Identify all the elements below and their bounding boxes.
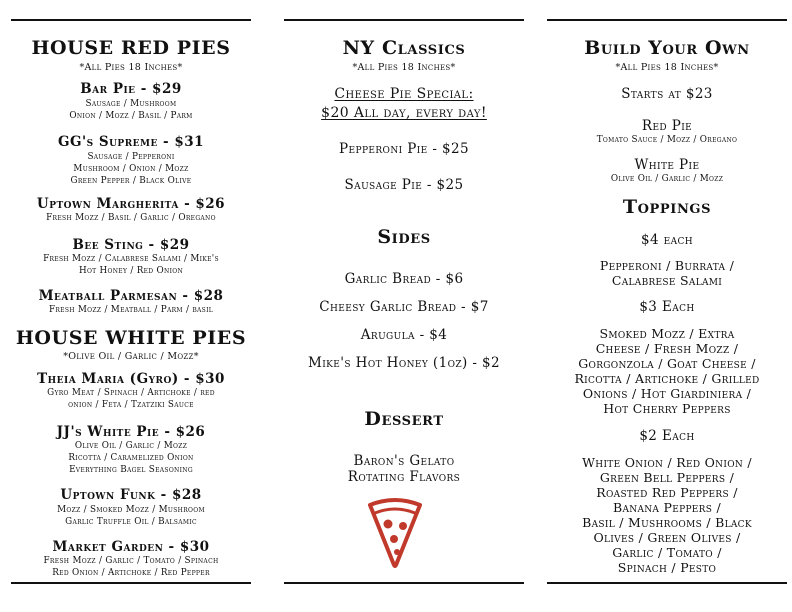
tier2-line: Green Bell Peppers / (599, 470, 735, 485)
menu-item-desc: Olive Oil / Garlic / Mozz (74, 441, 188, 451)
build-your-own-column (547, 0, 787, 612)
menu-item-name: Market Garden - $30 (52, 539, 210, 555)
side-item: Garlic Bread - $6 (344, 271, 464, 287)
top-rule (284, 19, 524, 21)
tier3-line: Ricotta / Artichoke / Grilled (574, 371, 760, 386)
bottom-rule (11, 582, 251, 584)
tier2-line: Garlic / Tomato / (612, 545, 722, 560)
menu-item-desc: Red Onion / Artichoke / Red Pepper (52, 568, 210, 578)
tier4-line: Pepperoni / Burrata / (599, 258, 735, 273)
menu-item-name: GG's Supreme - $31 (57, 134, 205, 150)
menu-item-desc: Sausage / Pepperoni (87, 152, 175, 162)
dessert-line: Rotating Flavors (347, 469, 461, 485)
dessert-title: Dessert (364, 408, 444, 430)
menu-item-desc: Green Pepper / Black Olive (70, 176, 192, 186)
house-white-title: HOUSE WHITE PIES (15, 327, 247, 349)
tier3-line: Gorgonzola / Goat Cheese / (578, 356, 756, 371)
ny-classics-title: NY Classics (342, 37, 466, 59)
classics-column (284, 0, 524, 612)
menu-item-name: Meatball Parmesan - $28 (38, 288, 224, 304)
menu-item-desc: Everything Bagel Seasoning (69, 465, 193, 475)
cheese-special-line2: $20 All day, every day! (321, 105, 487, 121)
build-title: Build Your Own (584, 37, 750, 59)
build-starts: Starts at $23 (621, 86, 713, 102)
bottom-rule (284, 582, 524, 584)
cheese-special-line1: Cheese Pie Special: (334, 86, 474, 102)
menu-item-desc: Fresh Mozz / Meatball / Parm / basil (48, 305, 214, 315)
toppings-title: Toppings (622, 196, 712, 218)
pizza-slice-icon (366, 497, 424, 569)
tier2-line: Basil / Mushrooms / Black (582, 515, 752, 530)
dessert-line: Baron's Gelato (353, 453, 455, 469)
side-item: Cheesy Garlic Bread - $7 (319, 299, 489, 315)
menu-item-desc: onion / Feta / Tzatziki Sauce (68, 400, 194, 410)
menu-item-desc: Garlic Truffle Oil / Balsamic (65, 517, 197, 527)
tier2-line: Roasted Red Peppers / (596, 485, 738, 500)
menu-item-desc: Mozz / Smoked Mozz / Mushroom (57, 505, 205, 515)
menu-item-name: Uptown Funk - $28 (60, 487, 202, 503)
menu-item-name: Theia Maria (Gyro) - $30 (37, 371, 225, 387)
tier2-line: Banana Peppers / (613, 500, 721, 515)
bottom-rule (547, 582, 787, 584)
side-item: Arugula - $4 (360, 327, 448, 343)
side-item: Mike's Hot Honey (1oz) - $2 (308, 355, 500, 371)
tier2-line: Olives / Green Olives / (593, 530, 741, 545)
top-rule (547, 19, 787, 21)
white-pie-title: White Pie (634, 157, 700, 173)
house-pies-column (11, 0, 251, 612)
tier3-line: Hot Cherry Peppers (603, 401, 731, 416)
tier2-line: Spinach / Pesto (617, 560, 717, 575)
menu-item-desc: Sausage / Mushroom (85, 99, 177, 109)
house-white-note: *Olive Oil / Garlic / Mozz* (63, 351, 199, 362)
white-pie-desc: Olive Oil / Garlic / Mozz (610, 174, 724, 184)
ny-classics-note: *All Pies 18 Inches* (352, 62, 456, 73)
house-red-note: *All Pies 18 Inches* (79, 62, 183, 73)
menu-item-name: Bar Pie - $29 (80, 81, 182, 97)
menu-item-desc: Hot Honey / Red Onion (78, 266, 184, 276)
sausage-pie: Sausage Pie - $25 (344, 177, 464, 193)
tier4-line: Calabrese Salami (611, 273, 723, 288)
tier3-line: Cheese / Fresh Mozz / (595, 341, 739, 356)
tier3-line: Onions / Hot Giardiniera / (582, 386, 752, 401)
menu-item-desc: Onion / Mozz / Basil / Parm (69, 111, 193, 121)
tier3-label: $3 Each (639, 299, 695, 315)
menu-item-desc: Fresh Mozz / Calabrese Salami / Mike's (43, 254, 219, 264)
menu-item-name: JJ's White Pie - $26 (56, 424, 206, 440)
menu-item-desc: Gyro Meat / Spinach / Artichoke / red (47, 388, 215, 398)
pepperoni-pie: Pepperoni Pie - $25 (339, 141, 469, 157)
tier4-label: $4 each (640, 232, 694, 248)
menu-item-desc: Fresh Mozz / Garlic / Tomato / Spinach (43, 556, 219, 566)
menu-item-desc: Fresh Mozz / Basil / Garlic / Oregano (46, 213, 216, 223)
sides-title: Sides (377, 226, 431, 248)
tier3-line: Smoked Mozz / Extra (599, 326, 735, 341)
house-red-title: HOUSE RED PIES (31, 37, 231, 59)
menu-item-name: Uptown Margherita - $26 (36, 196, 226, 212)
tier2-label: $2 Each (639, 428, 695, 444)
top-rule (11, 19, 251, 21)
tier2-line: White Onion / Red Onion / (582, 455, 752, 470)
red-pie-title: Red Pie (641, 118, 693, 134)
menu-item-desc: Mushroom / Onion / Mozz (73, 164, 189, 174)
red-pie-desc: Tomato Sauce / Mozz / Oregano (596, 135, 738, 145)
menu-item-name: Bee Sting - $29 (72, 237, 190, 253)
menu-item-desc: Ricotta / Caramelized Onion (68, 453, 194, 463)
build-note: *All Pies 18 Inches* (615, 62, 719, 73)
